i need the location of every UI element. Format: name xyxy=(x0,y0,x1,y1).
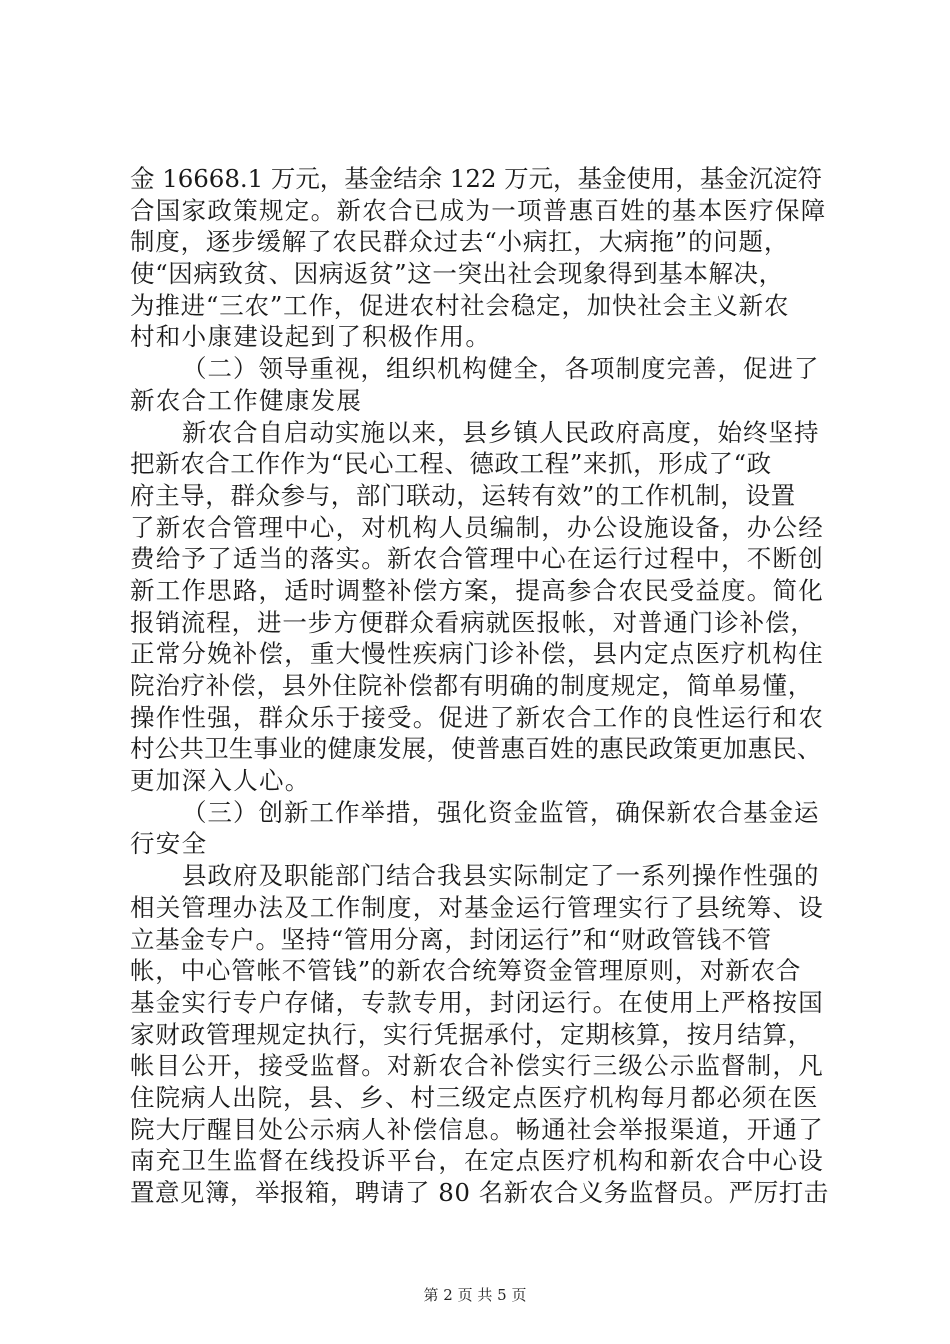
document-body xyxy=(130,163,830,1209)
section-heading-continued: 行安全 xyxy=(130,829,208,859)
section-heading: （三）创新工作举措，强化资金监管，确保新农合基金运 xyxy=(182,797,820,827)
text-line: 金 16668.1 万元，基金结余 122 万元，基金使用，基金沉淀符 xyxy=(130,164,822,193)
section-heading-continued: 新农合工作健康发展 xyxy=(130,385,363,415)
section-heading: （二）领导重视，组织机构健全，各项制度完善，促进了 xyxy=(182,354,820,384)
text-line: 县政府及职能部门结合我县实际制定了一系列操作性强的 xyxy=(182,861,820,891)
text-line: 费给予了适当的落实。新农合管理中心在运行过程中，不断创 xyxy=(130,544,824,574)
text-line: 相关管理办法及工作制度，对基金运行管理实行了县统筹、设 xyxy=(130,892,824,922)
text-line: 把新农合工作作为“民心工程、德政工程”来抓，形成了“政 xyxy=(130,449,772,479)
text-line: 帐目公开，接受监督。对新农合补偿实行三级公示监督制，凡 xyxy=(130,1051,824,1081)
text-line: 了新农合管理中心，对机构人员编制，办公设施设备，办公经 xyxy=(130,512,824,542)
text-line: 使“因病致贫、因病返贫”这一突出社会现象得到基本解决， xyxy=(130,259,784,289)
text-line: 新农合自启动实施以来，县乡镇人民政府高度，始终坚持 xyxy=(182,417,820,447)
text-line: 置意见簿，举报箱，聘请了 80 名新农合义务监督员。严厉打击 xyxy=(130,1178,829,1207)
text-line: 报销流程，进一步方便群众看病就医报帐，对普通门诊补偿， xyxy=(130,607,816,637)
text-line: 正常分娩补偿，重大慢性疾病门诊补偿，县内定点医疗机构住 xyxy=(130,639,824,669)
text-line: 家财政管理规定执行，实行凭据承付，定期核算，按月结算， xyxy=(130,1019,814,1049)
text-line: 院大厅醒目处公示病人补偿信息。畅通社会举报渠道，开通了 xyxy=(130,1114,824,1144)
text-line: 更加深入人心。 xyxy=(130,766,311,796)
text-line: 新工作思路，适时调整补偿方案，提高参合农民受益度。简化 xyxy=(130,575,824,605)
text-line: 操作性强，群众乐于接受。促进了新农合工作的良性运行和农 xyxy=(130,702,824,732)
text-line: 南充卫生监督在线投诉平台，在定点医疗机构和新农合中心设 xyxy=(130,1146,824,1176)
text-line: 住院病人出院，县、乡、村三级定点医疗机构每月都必须在医 xyxy=(130,1082,819,1112)
text-line: 为推进“三农”工作，促进农村社会稳定，加快社会主义新农 xyxy=(130,290,790,320)
page-number-footer: 第 2 页 共 5 页 xyxy=(423,1286,527,1304)
text-line: 府主导，群众参与，部门联动，运转有效”的工作机制，设置 xyxy=(130,480,796,510)
text-line: 村和小康建设起到了积极作用。 xyxy=(130,322,492,352)
text-line: 院治疗补偿，县外住院补偿都有明确的制度规定，简单易懂， xyxy=(130,671,814,700)
text-line: 合国家政策规定。新农合已成为一项普惠百姓的基本医疗保障 xyxy=(130,195,827,225)
text-line: 制度，逐步缓解了农民群众过去“小病扛，大病拖”的问题， xyxy=(130,227,790,257)
text-line: 立基金专户。坚持“管用分离，封闭运行”和“财政管钱不管 xyxy=(130,924,772,954)
text-line: 帐，中心管帐不管钱”的新农合统筹资金管理原则，对新农合 xyxy=(130,956,802,986)
text-line: 村公共卫生事业的健康发展，使普惠百姓的惠民政策更加惠民、 xyxy=(130,734,822,764)
text-line: 基金实行专户存储，专款专用，封闭运行。在使用上严格按国 xyxy=(130,987,824,1017)
